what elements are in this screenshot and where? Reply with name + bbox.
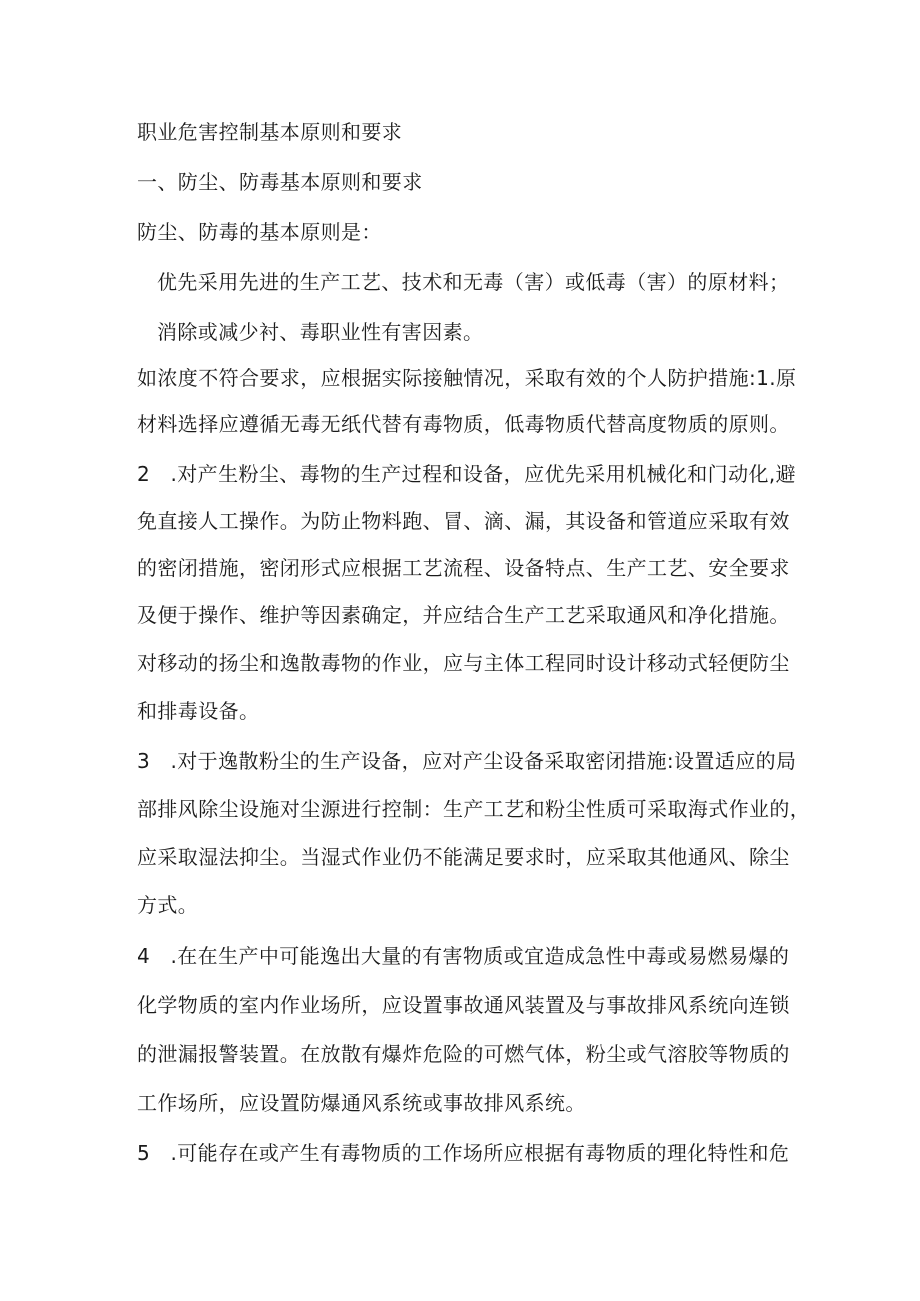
paragraph-line: 化学物质的室内作业场所，应设置事故通风装置及与事故排风系统向连锁: [137, 993, 790, 1017]
paragraph-line: 及便于操作、维护等因素确定，并应结合生产工艺采取通风和净化措施。: [137, 603, 790, 627]
section-heading: 一、防尘、防毒基本原则和要求: [137, 170, 423, 194]
paragraph-line: 方式。: [137, 893, 199, 917]
paragraph-line: 的泄漏报警装置。在放散有爆炸危险的可燃气体，粉尘或气溶胶等物质的: [137, 1042, 790, 1066]
principle-item: 消除或减少衬、毒职业性有害因素。: [157, 320, 484, 344]
paragraph-line: 对移动的扬尘和逸散毒物的作业，应与主体工程同时设计移动式轻便防尘: [137, 651, 790, 675]
principle-item: 优先采用先进的生产工艺、技术和无毒（害）或低毒（害）的原材料；: [157, 270, 790, 294]
paragraph-line: 工作场所，应设置防爆通风系统或事故排风系统。: [137, 1091, 586, 1115]
paragraph-line: 2 .对产生粉尘、毒物的生产过程和设备，应优先采用机械化和门动化,避: [137, 462, 797, 486]
principles-intro: 防尘、防毒的基本原则是：: [137, 220, 382, 244]
paragraph-line: 材料选择应遵循无毒无纸代替有毒物质，低毒物质代替高度物质的原则。: [137, 412, 790, 436]
paragraph-line: 和排毒设备。: [137, 699, 260, 723]
paragraph-line: 4 .在在生产中可能逸出大量的有害物质或宜造成急性中毒或易燃易爆的: [137, 944, 790, 968]
paragraph-line: 的密闭措施，密闭形式应根据工艺流程、设备特点、生产工艺、安全要求: [137, 556, 790, 580]
document-title: 职业危害控制基本原则和要求: [137, 120, 403, 144]
paragraph-line: 部排风除尘设施对尘源进行控制：生产工艺和粉尘性质可采取海式作业的，: [137, 797, 811, 821]
paragraph-line: 应采取湿法抑尘。当湿式作业仍不能满足要求时，应采取其他通风、除尘: [137, 845, 790, 869]
paragraph-line: 3 .对于逸散粉尘的生产设备，应对产尘设备采取密闭措施:设置适应的局: [137, 749, 797, 773]
paragraph-line: 5 .可能存在或产生有毒物质的工作场所应根据有毒物质的理化特性和危: [137, 1141, 790, 1165]
paragraph-line: 如浓度不符合要求，应根据实际接触情况，采取有效的个人防护措施:1.原: [137, 366, 797, 390]
paragraph-line: 免直接人工操作。为防止物料跑、冒、滴、漏，其设备和管道应采取有效: [137, 509, 790, 533]
